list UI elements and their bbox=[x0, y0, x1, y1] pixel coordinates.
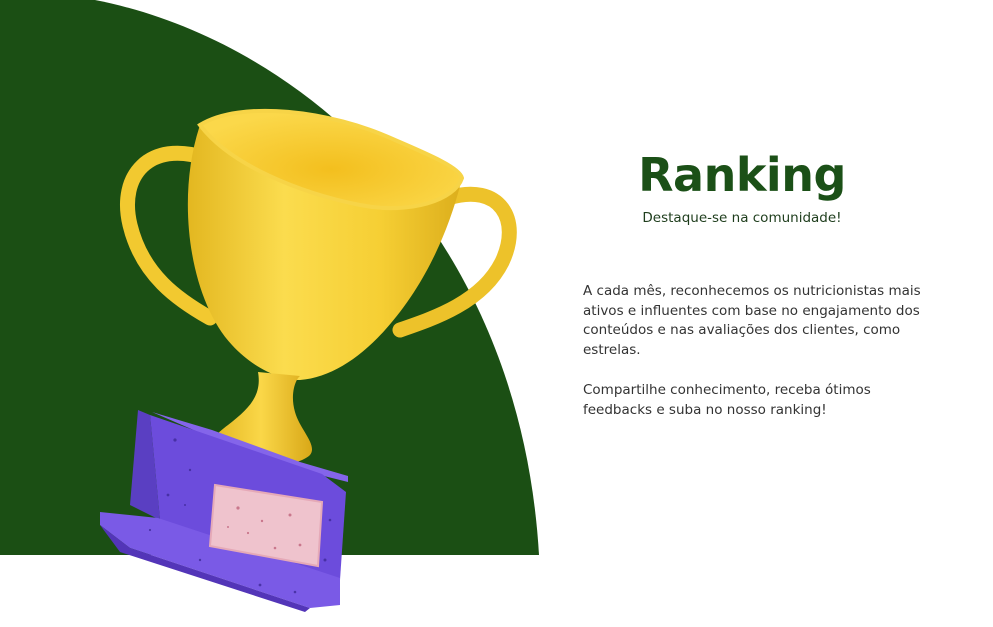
description-paragraph-2: Compartilhe conhecimento, receba ótimos feedbacks e suba no nosso ranking! bbox=[583, 382, 871, 418]
section-title: Ranking bbox=[638, 148, 846, 202]
section-subtitle: Destaque-se na comunidade! bbox=[642, 210, 842, 226]
description-paragraph-1: A cada mês, reconhecemos os nutricionistas mais ativos e influentes com base no engajamento dos conteúdos e nas avaliações dos clientes, como estrelas. bbox=[583, 283, 921, 358]
